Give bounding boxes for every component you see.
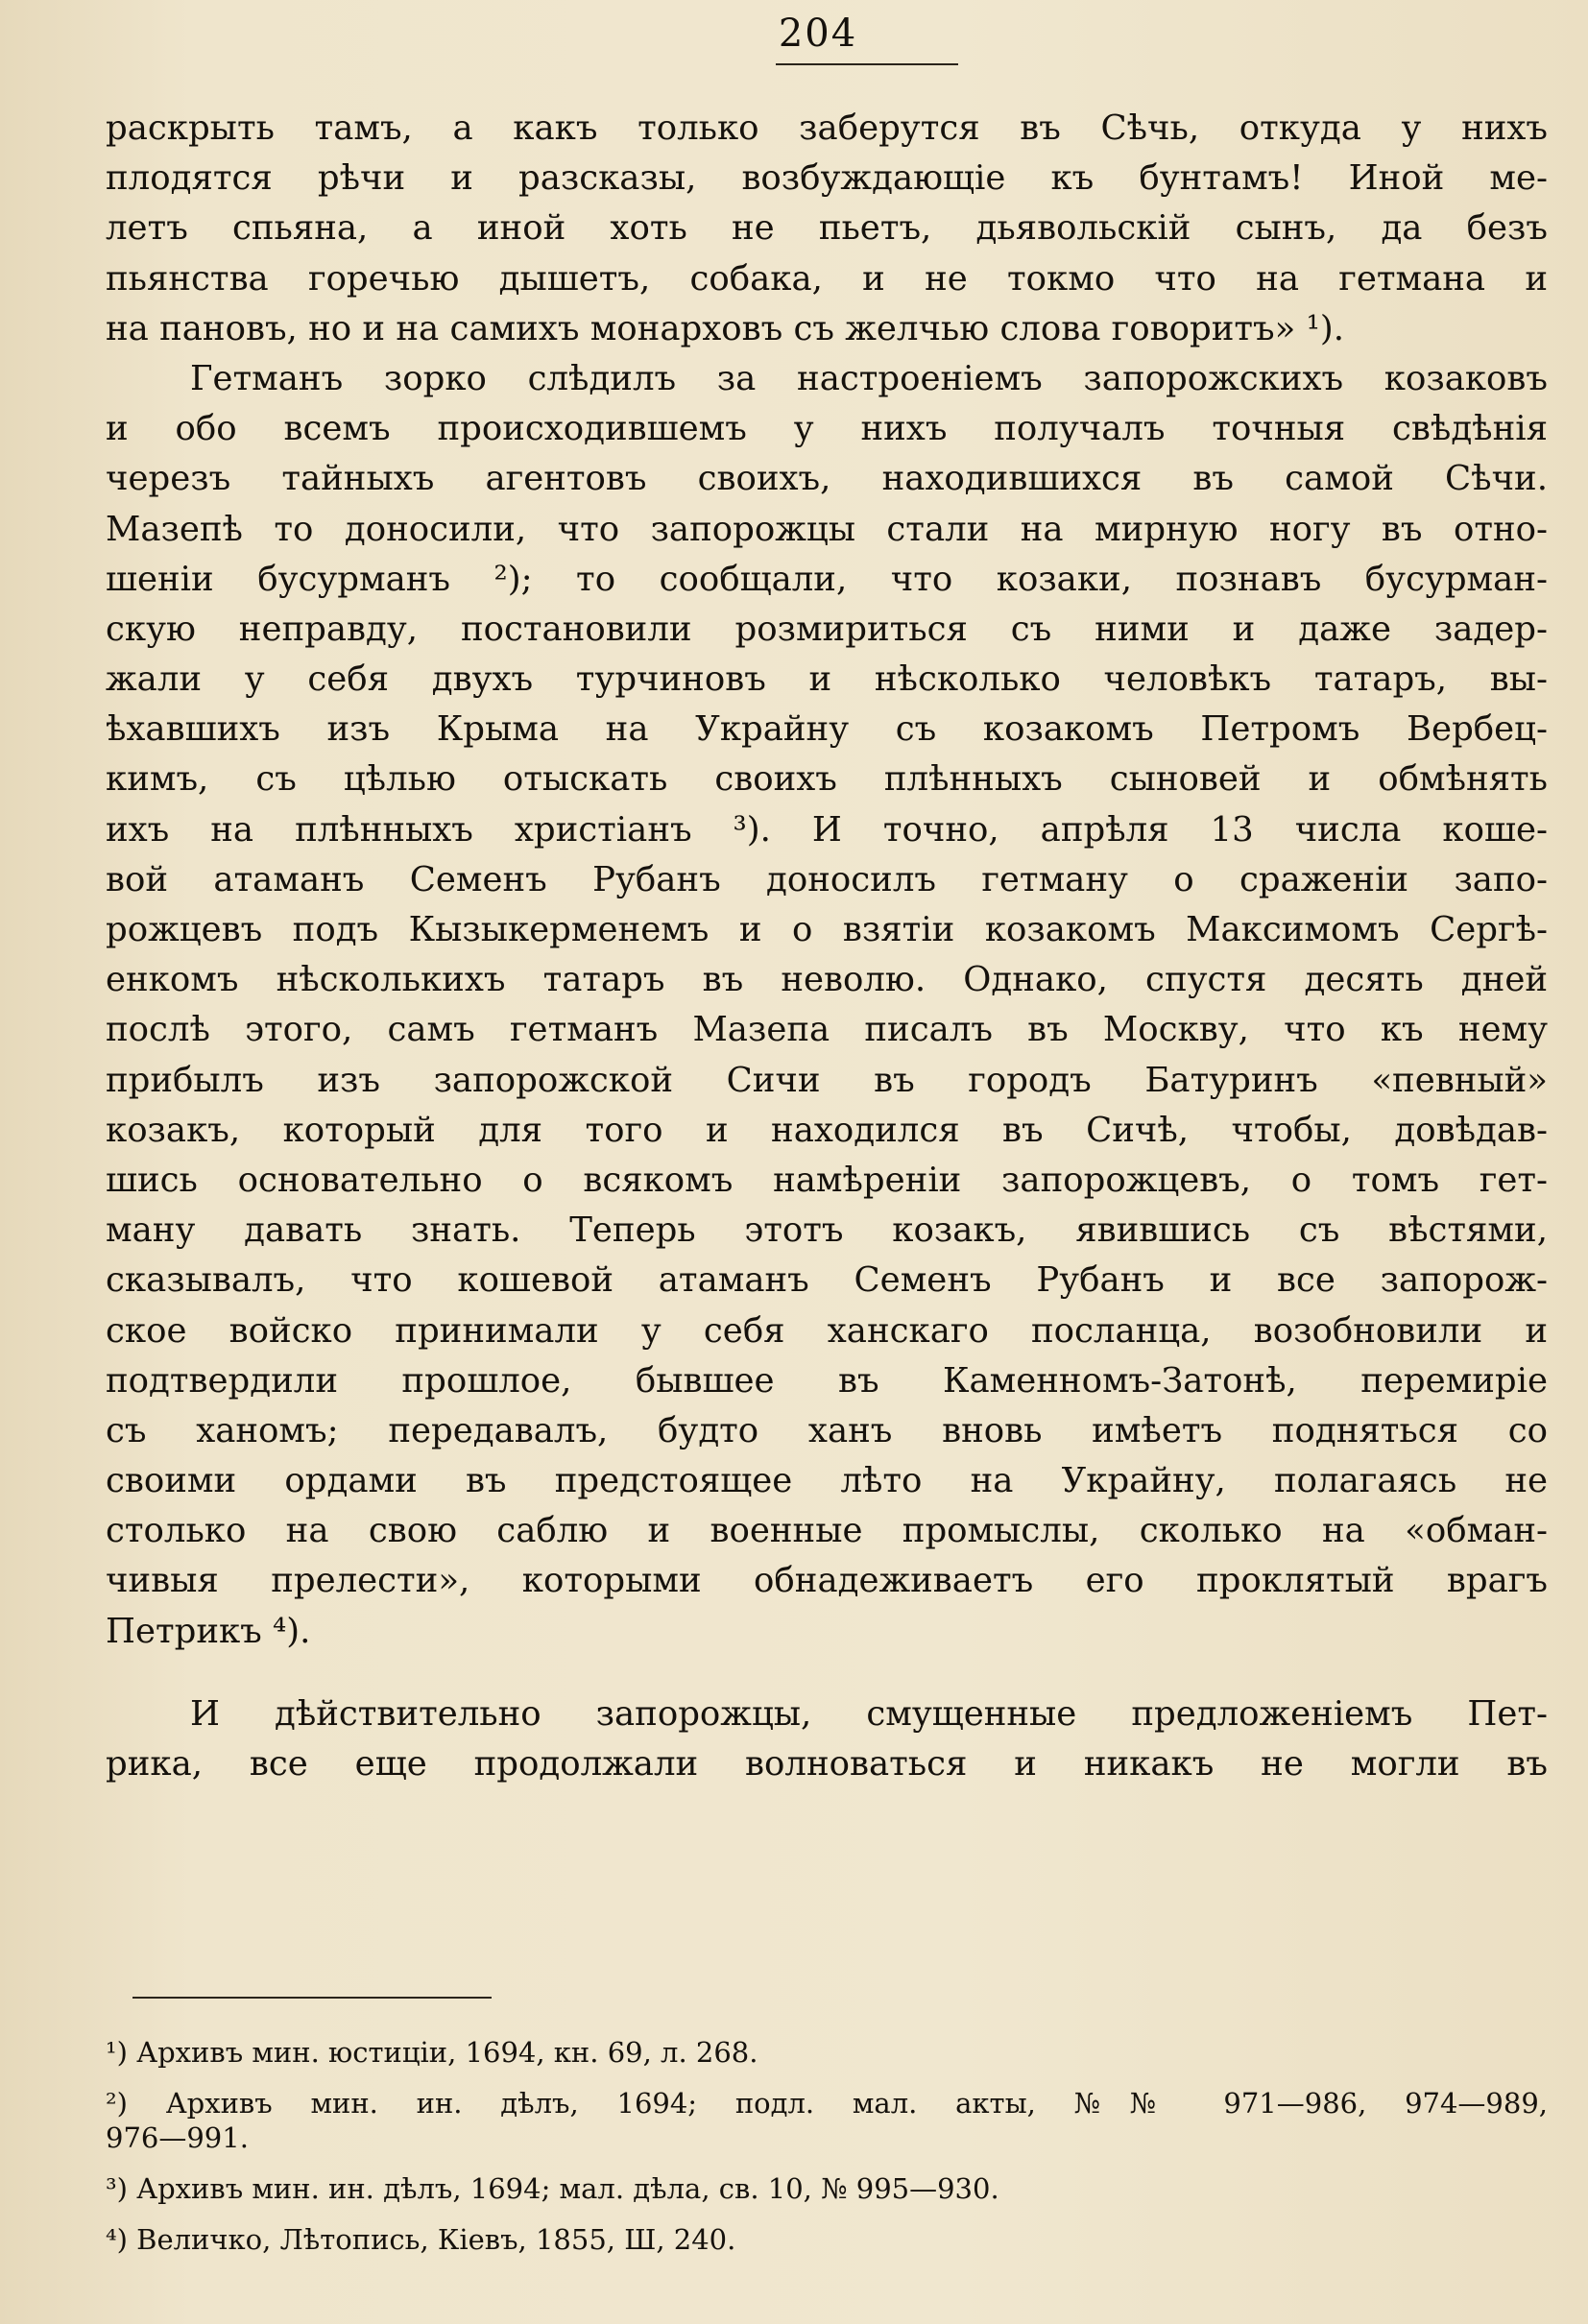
text-line: скую неправду, постановили розмириться съ ними и даже задер- [106, 609, 1548, 649]
footnote-1: ¹) Архивъ мин. юстиціи, 1694, кн. 69, л. 268. [106, 2036, 758, 2069]
text-line-indented [106, 1689, 1548, 1739]
text-line: рика, все еще продолжали волноваться и никакъ не могли въ [106, 1744, 1548, 1784]
text-line: шись основательно о всякомъ намѣреніи запорожцевъ, о томъ гет- [106, 1160, 1548, 1200]
text-line: столько на свою саблю и военные промыслы, сколько на «обман- [106, 1511, 1548, 1551]
text-line: Петрикъ ⁴). [106, 1611, 311, 1651]
text-line: вой атаманъ Семенъ Рубанъ доносилъ гетману о сраженіи запо- [106, 859, 1548, 899]
text-line: Гетманъ зорко слѣдилъ за настроеніемъ запорожскихъ козаковъ [190, 358, 1548, 398]
footnote-2: ²) Архивъ мин. ин. дѣлъ, 1694; подл. мал. акты, №№ 971—986, 974—989, [106, 2087, 1548, 2120]
text-line: летъ спьяна, а иной хоть не пьетъ, дьявольскій сынъ, да безъ [106, 208, 1548, 249]
text-line: раскрыть тамъ, а какъ только заберутся въ Сѣчь, откуда у нихъ [106, 108, 1548, 148]
text-line: ману давать знать. Теперь этотъ козакъ, явившись съ вѣстями, [106, 1210, 1548, 1251]
text-line: рожцевъ подъ Кызыкерменемъ и о взятіи козакомъ Максимомъ Сергѣ- [106, 910, 1548, 949]
text-line: прибылъ изъ запорожской Сичи въ городъ Батуринъ «певный» [106, 1060, 1548, 1100]
text-line: послѣ этого, самъ гетманъ Мазепа писалъ въ Москву, что къ нему [106, 1010, 1548, 1050]
text-line: жали у себя двухъ турчиновъ и нѣсколько человѣкъ татаръ, вы- [106, 659, 1548, 700]
text-line: плодятся рѣчи и разсказы, возбуждающіе къ бунтамъ! Иной ме- [106, 158, 1548, 199]
text-line: ское войско принимали у себя ханскаго посланца, возобновили и [106, 1310, 1548, 1351]
text-line: пьянства горечью дышетъ, собака, и не токмо что на гетмана и [106, 258, 1548, 299]
text-line: черезъ тайныхъ агентовъ своихъ, находившихся въ самой Сѣчи. [106, 459, 1548, 499]
page-number: 204 [778, 12, 858, 56]
footnote-3: ³) Архивъ мин. ин. дѣлъ, 1694; мал. дѣла, св. 10, № 995—930. [106, 2172, 999, 2205]
footnote-4: ⁴) Величко, Лѣтопись, Кіевъ, 1855, Ш, 240. [106, 2223, 736, 2256]
text-line: ихъ на плѣнныхъ христіанъ ³). И точно, апрѣля 13 числа коше- [106, 809, 1548, 850]
text-line: кимъ, съ цѣлью отыскать своихъ плѣнныхъ сыновей и обмѣнять [106, 759, 1548, 800]
text-line: шеніи бусурманъ ²); то сообщали, что козаки, познавъ бусурман- [106, 559, 1548, 599]
footnote-2-continued: 976—991. [106, 2121, 249, 2154]
text-line: козакъ, который для того и находился въ Сичѣ, чтобы, довѣдав- [106, 1110, 1548, 1150]
text-line: и обо всемъ происходившемъ у нихъ получалъ точныя свѣдѣнія [106, 409, 1548, 449]
text-line: енкомъ нѣсколькихъ татаръ въ неволю. Однако, спустя десять дней [106, 960, 1548, 1000]
text-line: И дѣйствительно запорожцы, смущенные предложеніемъ Пет- [190, 1693, 1548, 1734]
text-line: чивыя прелести», которыми обнадеживаетъ его проклятый врагъ [106, 1561, 1548, 1601]
main-text [106, 104, 1548, 1789]
text-line: сказывалъ, что кошевой атаманъ Семенъ Рубанъ и все запорож- [106, 1260, 1548, 1301]
text-line: на пановъ, но и на самихъ монарховъ съ желчью слова говоритъ» ¹). [106, 308, 1344, 348]
paragraph-gap [106, 1657, 1548, 1689]
text-line: своими ордами въ предстоящее лѣто на Украйну, полагаясь не [106, 1461, 1548, 1501]
text-line: съ ханомъ; передавалъ, будто ханъ вновь имѣетъ подняться со [106, 1410, 1548, 1450]
text-line-indented [106, 354, 1548, 404]
header-rule [776, 63, 958, 65]
text-line: Мазепѣ то доносили, что запорожцы стали на мирную ногу въ отно- [106, 509, 1548, 549]
footnotes [106, 2035, 1548, 2257]
text-line: ѣхавшихъ изъ Крыма на Украйну съ козакомъ Петромъ Вербец- [106, 709, 1548, 750]
text-line: подтвердили прошлое, бывшее въ Каменномъ-Затонѣ, перемиріе [106, 1360, 1548, 1401]
footnote-rule [132, 1997, 492, 1999]
